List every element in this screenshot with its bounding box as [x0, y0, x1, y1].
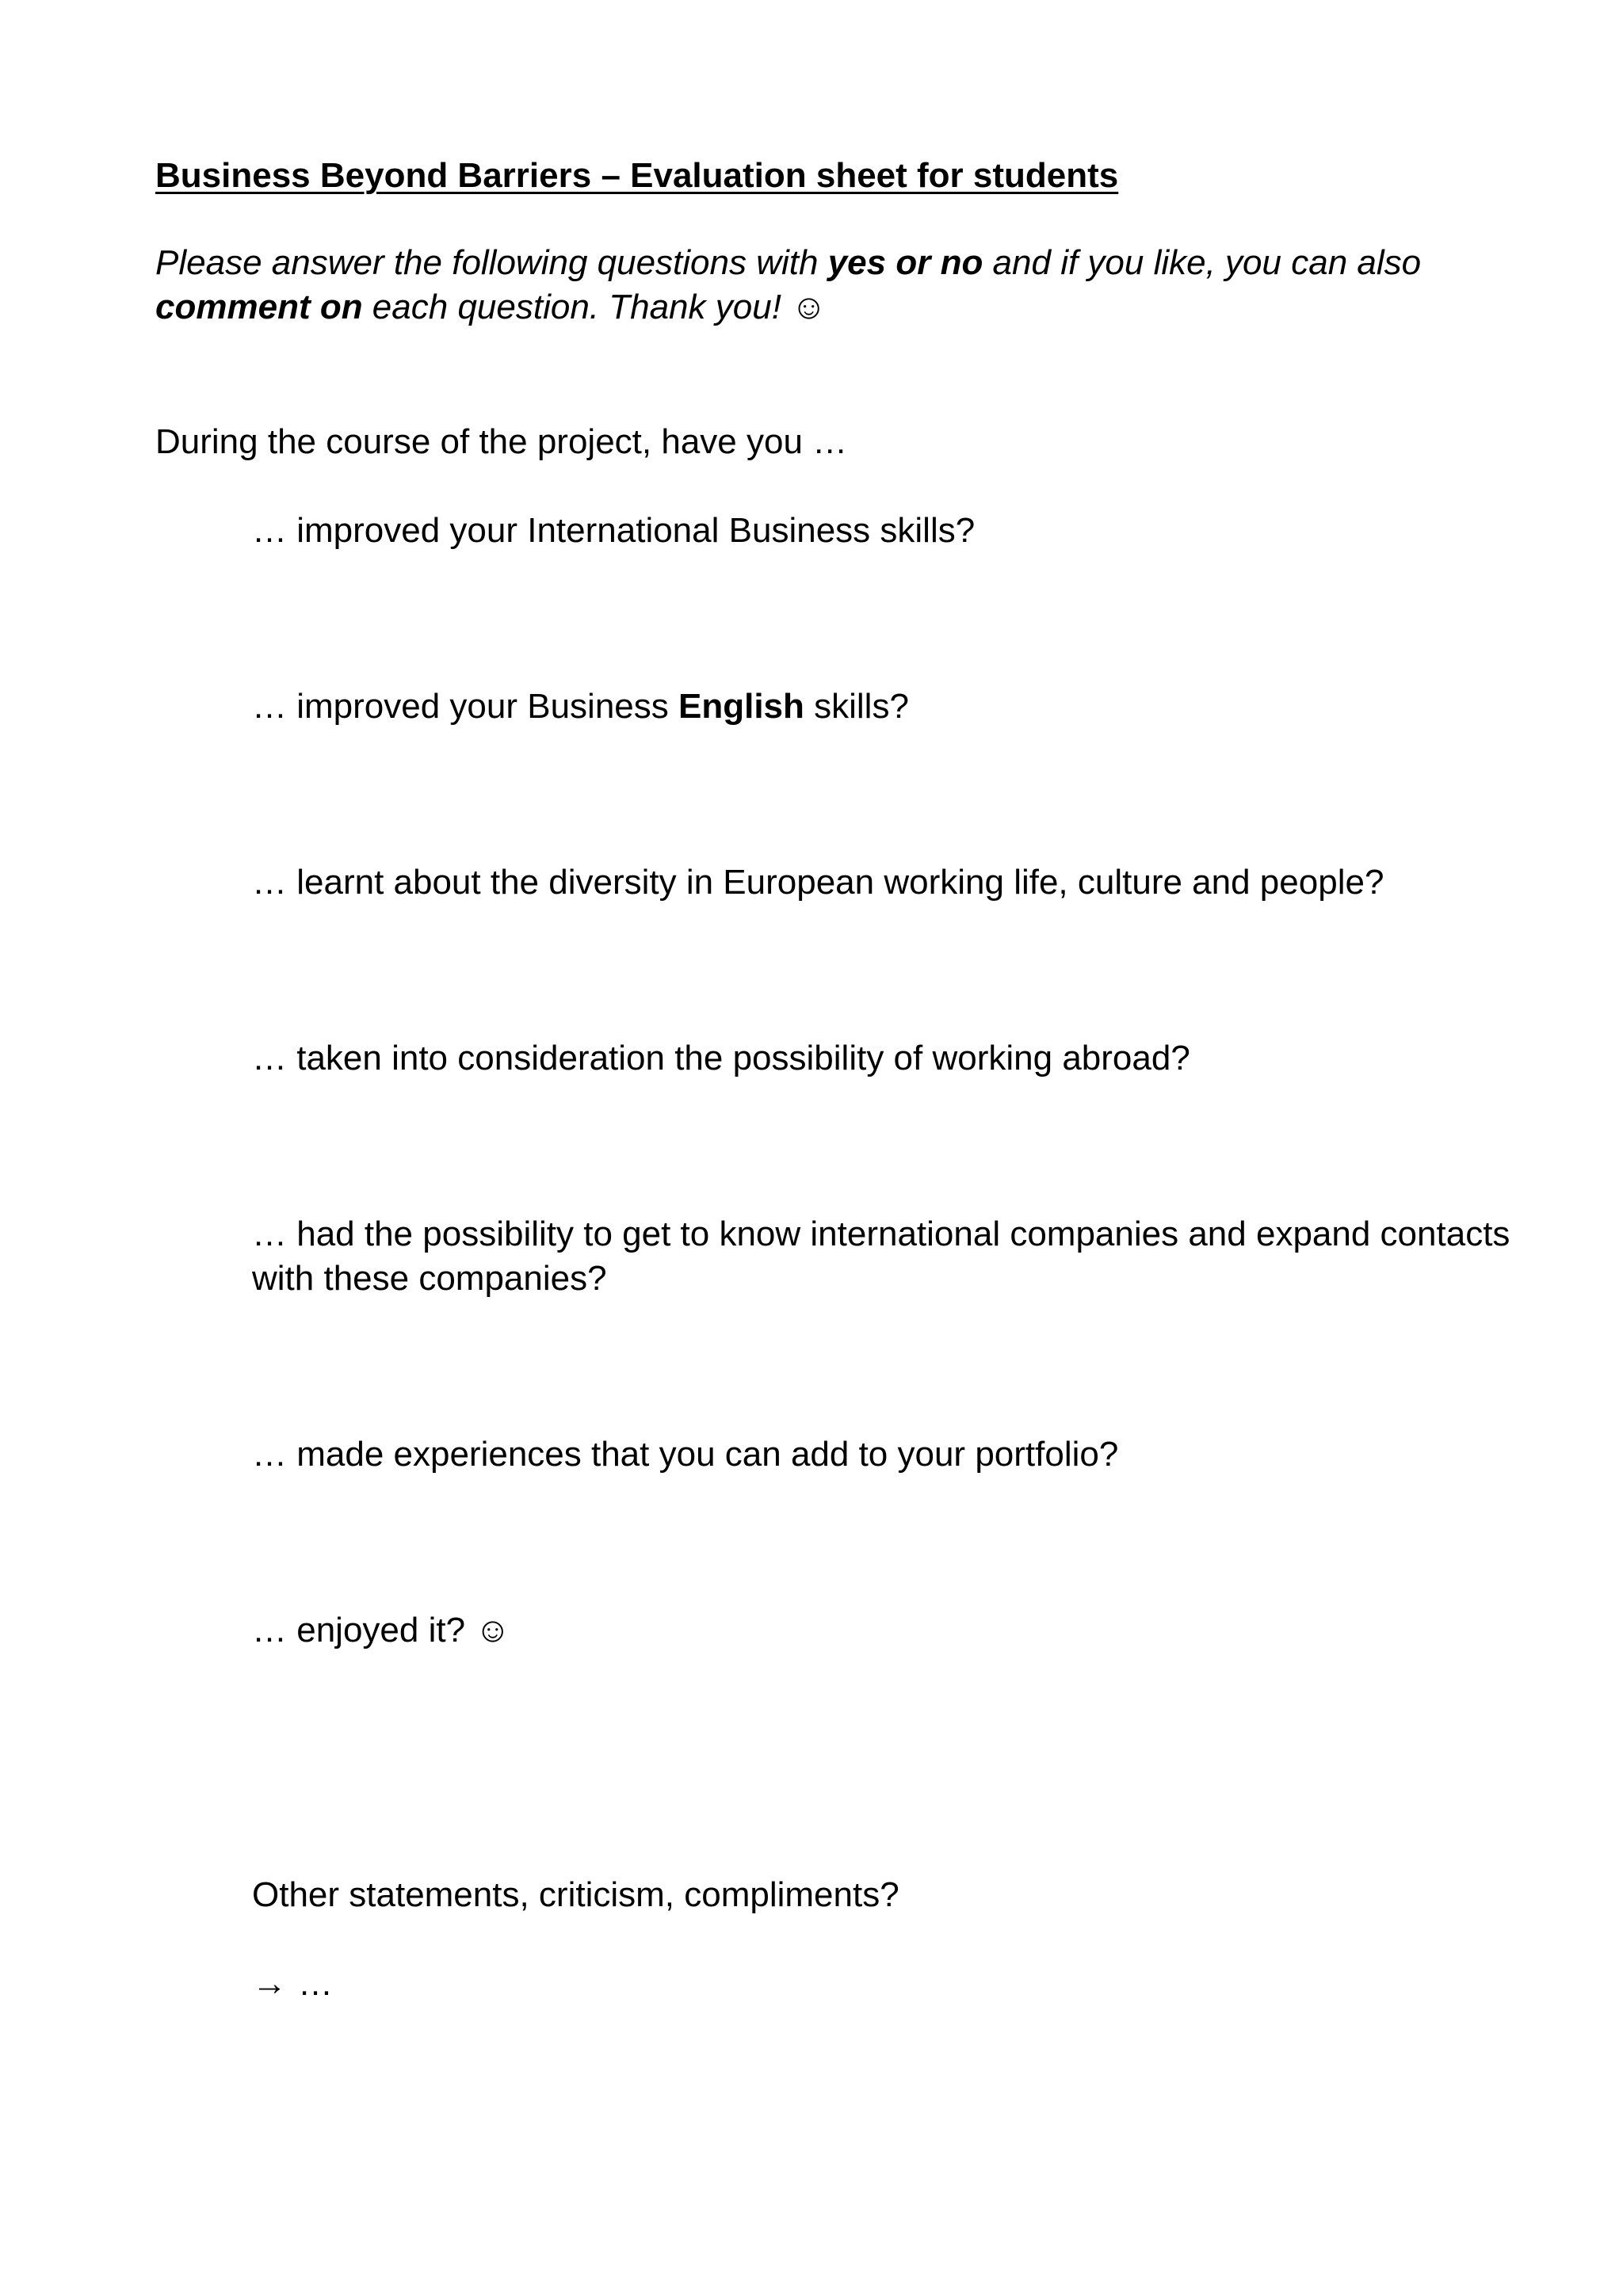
intro-text: During the course of the project, have you …	[155, 422, 848, 461]
arrow-right-icon: →	[252, 1964, 287, 2003]
question-5: … had the possibility to get to know international companies and expand contacts with these companies?	[252, 1215, 1510, 1298]
document-title: Business Beyond Barriers – Evaluation sheet for students	[155, 156, 1119, 195]
instructions-bold-comment: comment on	[155, 288, 363, 326]
instructions-part-3: each question. Thank you! ☺	[362, 288, 827, 326]
question-7: … enjoyed it? ☺	[252, 1611, 511, 1650]
answer-placeholder: …	[298, 1964, 333, 2003]
question-3: … learnt about the diversity in European working life, culture and people?	[252, 863, 1384, 902]
question-2-after: skills?	[804, 687, 909, 726]
question-2	[252, 685, 1520, 729]
answer-line	[252, 1962, 333, 2006]
question-2-before: … improved your Business	[252, 687, 678, 726]
question-4: … taken into consideration the possibility of working abroad?	[252, 1039, 1190, 1077]
question-1: … improved your International Business skills?	[252, 511, 976, 550]
question-6: … made experiences that you can add to your portfolio?	[252, 1435, 1119, 1474]
question-2-bold: English	[678, 687, 804, 726]
instructions-part-2: and if you like, you can also	[983, 243, 1422, 282]
other-statements-prompt: Other statements, criticism, compliments?	[252, 1875, 899, 1914]
instructions-part-1: Please answer the following questions with	[155, 243, 828, 282]
instructions	[155, 241, 1503, 330]
instructions-bold-yes-no: yes or no	[827, 243, 983, 282]
